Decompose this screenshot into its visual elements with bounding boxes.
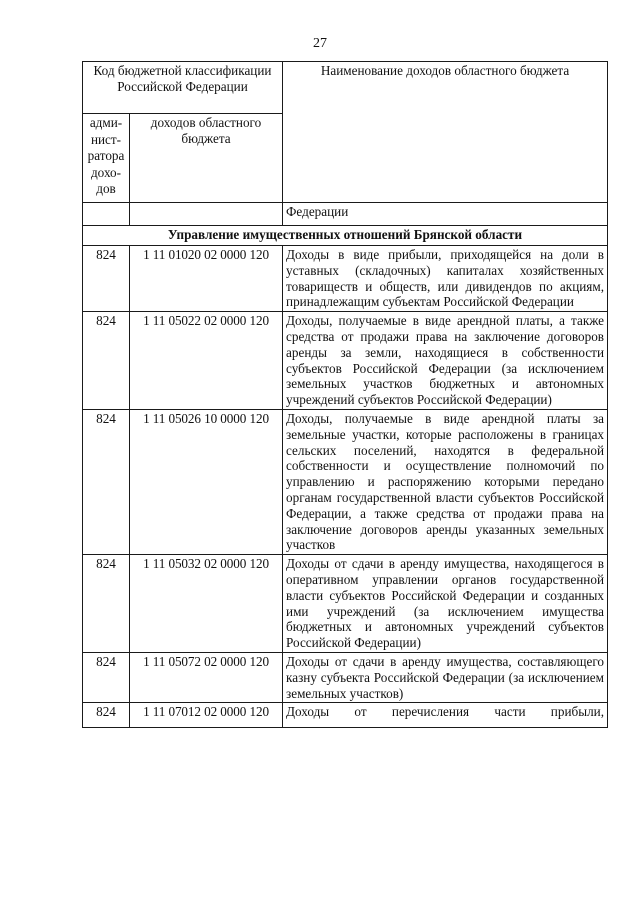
table-row — [83, 246, 608, 312]
income-code-cell: 1 11 05022 02 0000 120 — [130, 312, 283, 410]
header-budget-classification-code: Код бюджетной классификации Российской Федерации — [83, 62, 283, 114]
income-code-cell: 1 11 05072 02 0000 120 — [130, 652, 283, 702]
admin-code-cell: 824 — [83, 409, 130, 554]
header-income-name: Наименование доходов областного бюджета — [283, 62, 608, 203]
table-row — [83, 652, 608, 702]
admin-code-cell: 824 — [83, 555, 130, 653]
income-code-cell: 1 11 05026 10 0000 120 — [130, 409, 283, 554]
income-code-cell: 1 11 01020 02 0000 120 — [130, 246, 283, 312]
section-title: Управление имущественных отношений Брянской области — [83, 226, 608, 246]
admin-code-cell: 824 — [83, 246, 130, 312]
continuation-code-cell — [130, 203, 283, 226]
continuation-admin-cell — [83, 203, 130, 226]
admin-code-cell: 824 — [83, 703, 130, 728]
income-name-cell: Доходы от перечисления части прибыли, — [283, 703, 608, 728]
section-row — [83, 226, 608, 246]
income-name-cell: Доходы от сдачи в аренду имущества, находящегося в оперативном управлении органов государственной власти субъектов Российской Федерации и созданных ими учреждений (за исключением имущества бюджетных и автономных учреждений субъектов Российской Федерации) — [283, 555, 608, 653]
admin-code-cell: 824 — [83, 652, 130, 702]
income-name-cell: Доходы от сдачи в аренду имущества, составляющего казну субъекта Российской Федерации (за исключением земельных участков) — [283, 652, 608, 702]
table-row — [83, 555, 608, 653]
header-income-code: доходов областного бюджета — [130, 114, 283, 203]
table-row — [83, 409, 608, 554]
table-row — [83, 703, 608, 728]
continuation-name-cell: Федерации — [283, 203, 608, 226]
budget-classification-table — [82, 61, 608, 728]
income-code-cell: 1 11 05032 02 0000 120 — [130, 555, 283, 653]
page-number: 27 — [313, 36, 327, 51]
income-name-cell: Доходы, получаемые в виде арендной платы за земельные участки, которые расположены в границах сельских поселений, находятся в федеральной собственности и осуществление полномочий по управлению и распоряжению которыми передано органам государственной власти субъектов Российской Федерации, а также средства от продажи права на заключение договоров аренды указанных земельных участков — [283, 409, 608, 554]
income-code-cell: 1 11 07012 02 0000 120 — [130, 703, 283, 728]
income-name-cell: Доходы, получаемые в виде арендной платы, а также средства от продажи права на заключение договоров аренды за земли, находящиеся в собственности субъектов Российской Федерации (за исключением земельных участков бюджетных и автономных учреждений субъектов Российской Федерации) — [283, 312, 608, 410]
table-row — [83, 312, 608, 410]
table-header-row-1 — [83, 62, 608, 114]
continuation-row — [83, 203, 608, 226]
income-name-cell: Доходы в виде прибыли, приходящейся на доли в уставных (складочных) капиталах хозяйственных товариществ и обществ, или дивидендов по акциям, принадлежащим субъектам Российской Федерации — [283, 246, 608, 312]
admin-code-cell: 824 — [83, 312, 130, 410]
header-administrator: адми-нист-ратора дохо-дов — [83, 114, 130, 203]
